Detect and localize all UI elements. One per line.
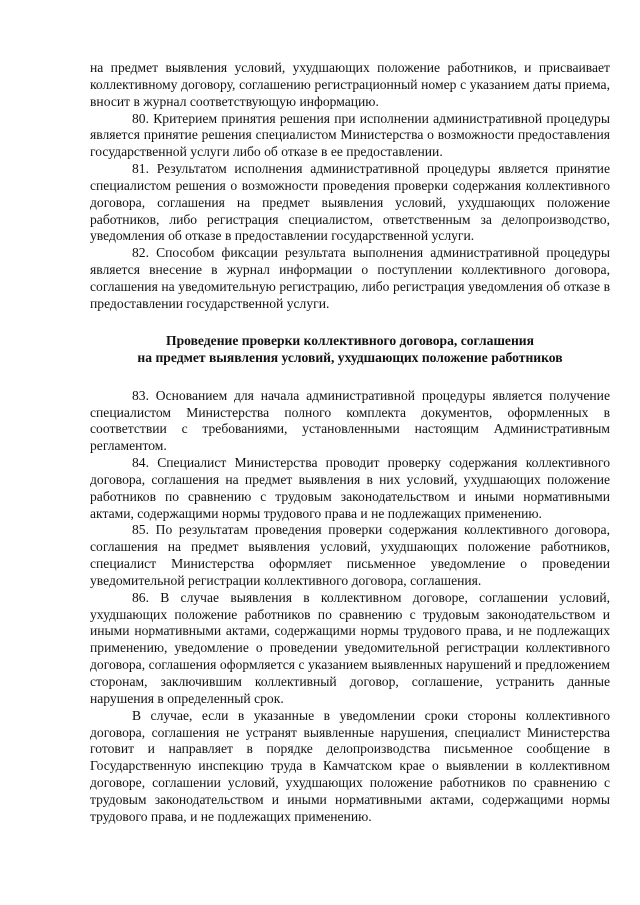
paragraph-86: 86. В случае выявления в коллективном договоре, соглашении условий, ухудшающих положение работников по сравнению с трудовым законодательством и иными нормативными актами, содержащими нормы трудового права, и не подлежащих применению, уведомление о проведении уведомительной регистрации коллективного договора, соглашения оформляется с указанием выявленных нарушений и предложением сторонам, заключившим коллективный договор, соглашение, устранить данные нарушения в определенный срок. bbox=[90, 589, 610, 706]
paragraph-81: 81. Результатом исполнения административной процедуры является принятие специалистом решения о возможности проведения проверки содержания коллективного договора, соглашения на предмет выявления условий, ухудшающих положение работников, либо регистрация специалистом, ответственным за делопроизводство, уведомления об отказе в предоставлении государственной услуги. bbox=[90, 161, 610, 244]
section-heading bbox=[90, 332, 610, 366]
paragraph-82: 82. Способом фиксации результата выполнения административной процедуры является внесение в журнал информации о поступлении коллективного договора, соглашения на уведомительную регистрацию, либо регистрация уведомления об отказе в предоставлении государственной услуги. bbox=[90, 245, 610, 311]
paragraph-83: 83. Основанием для начала административной процедуры является получение специалистом Министерства полного комплекта документов, оформленных в соответствии с требованиями, установленными настоящим Административным регламентом. bbox=[90, 387, 610, 454]
document-page bbox=[90, 60, 610, 826]
paragraph-85: 85. По результатам проведения проверки содержания коллективного договора, соглашения на предмет выявления условий, ухудшающих положение работников, специалист Министерства оформляет письменное уведомление о проведении уведомительной регистрации коллективного договора, соглашения. bbox=[90, 522, 610, 588]
section-heading-line-2: на предмет выявления условий, ухудшающих положение работников bbox=[137, 349, 563, 365]
section-heading-line-1: Проведение проверки коллективного договора, соглашения bbox=[166, 332, 534, 348]
paragraph-86-continuation: В случае, если в указанные в уведомлении сроки стороны коллективного договора, соглашения не устранят выявленные нарушения, специалист Министерства готовит и направляет в порядке делопроизводства письменное сообщение в Государственную инспекцию труда в Камчатском крае о выявлении в коллективном договоре, соглашении условий, ухудшающих положение работников по сравнению с трудовым законодательством и иными нормативными актами, содержащими нормы трудового права, и не подлежащих применению. bbox=[90, 707, 610, 824]
paragraph-continuation: на предмет выявления условий, ухудшающих положение работников, и присваивает коллективному договору, соглашению регистрационный номер с указанием даты приема, вносит в журнал соответствующую информацию. bbox=[90, 60, 610, 109]
paragraph-80: 80. Критерием принятия решения при исполнении административной процедуры является принятие решения специалистом Министерства о возможности предоставления государственной услуги либо об отказе в ее предоставлении. bbox=[90, 110, 610, 160]
paragraph-84: 84. Специалист Министерства проводит проверку содержания коллективного договора, соглашения на предмет выявления в них условий, ухудшающих положение работников по сравнению с трудовым законодательством и иными нормативными актами, содержащими нормы трудового права и не подлежащих применению. bbox=[90, 455, 610, 521]
